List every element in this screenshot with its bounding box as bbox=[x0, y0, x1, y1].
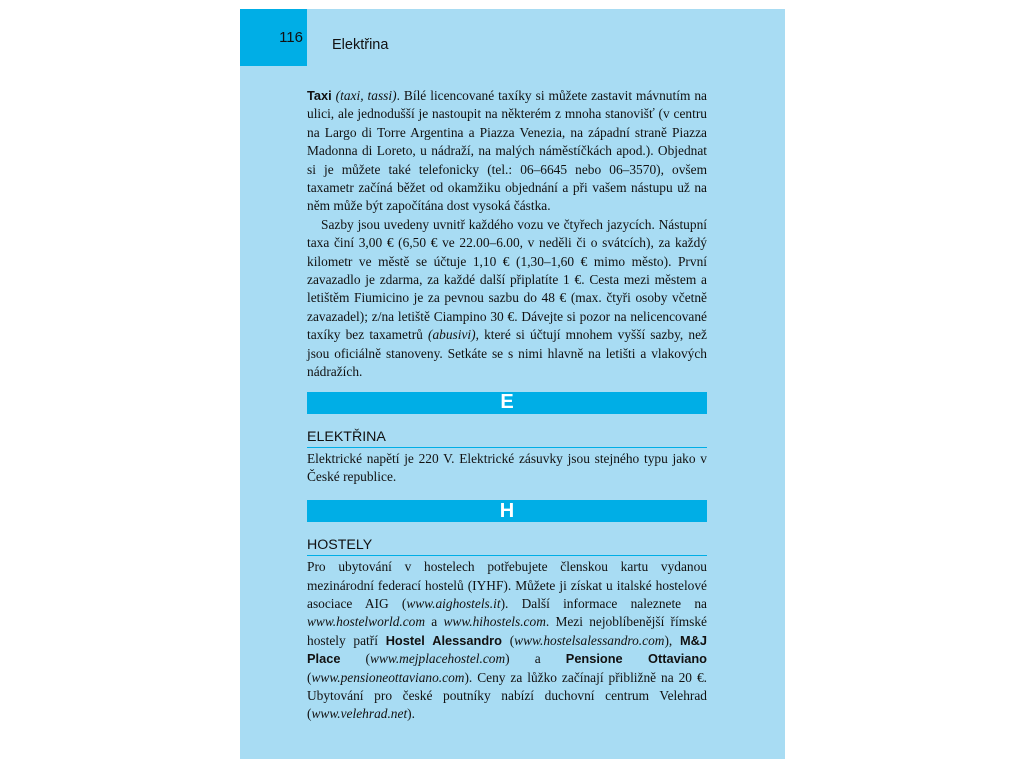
url-pensioneottaviano: www.pensioneottaviano.com bbox=[311, 669, 465, 685]
taxi-paragraph-2-text-b: , které si účtují mnohem vyšší sazby, než jsou oficiálně stanoveny. Setkáte se s nimi hlavně na letišti a vlakových nádražích. bbox=[307, 327, 707, 380]
taxi-term: Taxi bbox=[307, 88, 332, 103]
url-hostelsalessandro: www.hostelsalessandro.com bbox=[514, 632, 665, 648]
hostel-name-alessandro: Hostel Alessandro bbox=[385, 632, 502, 648]
hostely-text: a bbox=[425, 614, 444, 630]
letter-bar-e: E bbox=[307, 392, 707, 414]
taxi-alt-names: (taxi, tassi) bbox=[335, 88, 397, 103]
hostely-text: ( bbox=[307, 669, 312, 685]
hostel-name-ottaviano: Pensione Ottaviano bbox=[565, 651, 708, 667]
url-hostelworld: www.hostelworld.com bbox=[307, 614, 426, 630]
elektrina-paragraph: Elektrické napětí je 220 V. Elektrické zásuvky jsou stejného typu jako v České republice. bbox=[307, 450, 707, 485]
url-hihostels: www.hihostels.com bbox=[443, 614, 546, 630]
page-number: 116 bbox=[240, 9, 307, 66]
hostely-text: ( bbox=[340, 651, 371, 667]
hostely-text: ( bbox=[501, 632, 515, 648]
hostely-paragraph bbox=[307, 558, 707, 724]
taxi-paragraph-1 bbox=[307, 87, 707, 216]
hostely-text: ). Ceny za lůžko začínají přibližně na 20 €. Ubytování pro české poutníky nabízí duchovní centrum Velehrad ( bbox=[307, 669, 707, 722]
book-page bbox=[240, 9, 785, 759]
hostely-text: ). Další informace naleznete na bbox=[500, 595, 707, 611]
hostely-text: Pro ubytování v hostelech potřebujete členskou kartu vydanou mezinárodní federací hostelů (IYHF). Můžete ji získat u italské hostelové asociace AIG ( bbox=[307, 559, 707, 611]
hostely-text: ) a bbox=[505, 651, 566, 667]
url-velehrad: www.velehrad.net bbox=[311, 706, 408, 722]
section-heading-hostely: HOSTELY bbox=[307, 536, 707, 556]
url-aighostels: www.aighostels.it bbox=[406, 595, 501, 611]
url-mejplacehostel: www.mejplacehostel.com bbox=[370, 651, 506, 667]
taxi-paragraph-1-text: . Bílé licencované taxíky si můžete zastavit mávnutím na ulici, ale jednodušší je nastoupit na některém z mnoha stanovišť (v centru na Largo di Torre Argentina a Piazza Venezia, na západní straně Piazza Madonna di Loreto, u nádraží, na malých náměstíčkách apod.). Objednat si je můžete také telefonicky (tel.: 06–6645 nebo 06–3570), ovšem taxametr začíná běžet od okamžiku objednání a při vašem nástupu už na něm může být započítána dost vysoká částka. bbox=[307, 88, 707, 214]
taxi-abusivi: (abusivi) bbox=[427, 327, 476, 343]
running-title: Elektřina bbox=[332, 37, 389, 53]
taxi-paragraph-2-text-a: Sazby jsou uvedeny uvnitř každého vozu ve čtyřech jazycích. Nástupní taxa činí 3,00 € (6,50 € ve 22.00–6.00, v neděli či o svátcích), za každý kilometr ve městě se účtuje 1,10 € (1,30–1,60 € mimo město). První zavazadlo je zdarma, za každé další připlatíte 1 €. Cesta mezi městem a letištěm Fiumicino je za pevnou sazbu do 48 € (max. čtyři osoby včetně zavazadel); z/na letiště Ciampino 30 €. Dávejte si pozor na nelicencované taxíky bez taxametrů bbox=[307, 216, 707, 343]
hostely-text: ), bbox=[664, 632, 680, 648]
letter-bar-h: H bbox=[307, 500, 707, 522]
hostely-text: . Mezi nejoblíbenější římské hostely patří bbox=[307, 614, 707, 648]
page-body bbox=[307, 87, 707, 724]
hostel-name-mj-place: M&J Place bbox=[307, 632, 708, 667]
section-heading-elektrina: ELEKTŘINA bbox=[307, 428, 707, 448]
taxi-paragraph-2 bbox=[307, 216, 707, 382]
hostely-text: ). bbox=[407, 706, 415, 722]
